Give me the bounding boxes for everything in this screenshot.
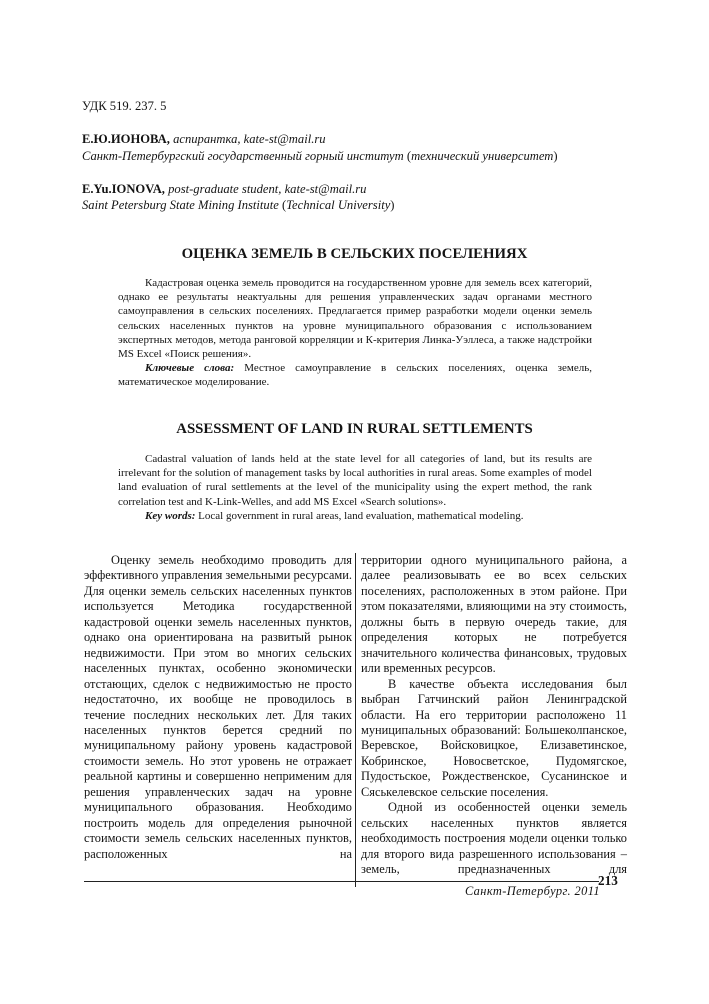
author-en-line <box>82 182 366 197</box>
body-left-paragraph: Оценку земель необходимо проводить для эффективного управления земельными ресурсами. Для оценки земель сельских населенных пунктов используется Методика государственной кадастровой оценки земель населенных пунктов, однако она ориентирована на развитый рынок недвижимости. При этом во многих сельских населенных пунктах, особенно экономически отстающих, сделок с недвижимостью не просто недостаточно, их вообще не проводилось в течение последних нескольких лет. Для таких населенных пунктов берется средний по муниципальному району уровень кадастровой стоимости земель. Но этот уровень не отражает реальной картины и совершенно неприменим для решения управленческих задач на уровне муниципального образования. Необходимо построить модель для определения рыночной стоимости земель сельских населенных пунктов, расположенных на <box>84 553 352 861</box>
body-right-column <box>361 553 627 878</box>
body-right-paragraph-3: Одной из особенностей оценки земель сельских населенных пунктов является необходимость построения модели оценки только для второго вида разрешенного использования – земель, предназначенных для <box>361 800 627 877</box>
footer-rule <box>84 881 599 882</box>
abstract-en-text: Cadastral valuation of lands held at the state level for all categories of land, but its results are irrelevant for the solution of management tasks by local authorities in rural areas. Some examples of model land evaluation of rural settlements at the level of the municipality using the expert method, the rank correlation test and K-Link-Welles, and add MS Excel «Search solutions». <box>118 453 592 508</box>
footer-journal: Санкт-Петербург. 2011 <box>464 884 600 898</box>
affiliation-en: Saint Petersburg State Mining Institute (Technical University) <box>82 198 395 212</box>
author-ru-line <box>82 132 326 147</box>
institution-ru-sub: технический университет <box>411 149 554 163</box>
affiliation-ru: Санкт-Петербургский государственный горный институт (технический университет) <box>82 149 558 163</box>
title-en: ASSESSMENT OF LAND IN RURAL SETTLEMENTS <box>176 421 533 437</box>
body-right-paragraph-2: В качестве объекта исследования был выбран Гатчинский район Ленинградской области. На его территории расположено 11 муниципальных образований: Большеколпанское, Веревское, Войсковицкое, Елизаветинское, Кобринское, Новосветское, Пудомягское, Пудостьское, Рождественское, Сусанинское и Сяськелевское сельские поселения. <box>361 676 627 799</box>
page-number: 213 <box>598 873 618 888</box>
keywords-ru <box>118 361 592 389</box>
institution-en-sub: Technical University <box>286 198 391 212</box>
column-divider <box>355 553 356 887</box>
author-ru-role: аспирантка, kate-st@mail.ru <box>169 132 326 146</box>
institution-en: Saint Petersburg State Mining Institute <box>82 198 279 212</box>
body-left-column <box>84 553 352 862</box>
abstract-en <box>118 452 592 523</box>
author-en-role: post-graduate student, kate-st@mail.ru <box>164 182 367 196</box>
keywords-ru-label: Ключевые слова: <box>145 362 235 375</box>
author-ru-name: Е.Ю.ИОНОВА, <box>82 132 170 146</box>
keywords-ru-text: Местное самоуправление в сельских поселениях, оценка земель, математическое моделирование. <box>118 362 592 389</box>
body-right-paragraph-1: территории одного муниципального района, а далее реализовывать ее во всех сельских поселениях, расположенных в этом районе. При этом показателями, влияющими на эту стоимость, должны быть в первую очередь такие, для определения которых не потребуется значительного количества финансовых, трудовых или временных ресурсов. <box>361 553 627 676</box>
institution-ru: Санкт-Петербургский государственный горный институт <box>82 149 404 163</box>
udc-code: УДК 519. 237. 5 <box>82 99 167 113</box>
keywords-en-label: Key words: <box>145 509 196 522</box>
abstract-ru <box>118 276 592 390</box>
abstract-ru-text: Кадастровая оценка земель проводится на государственном уровне для земель всех категорий, однако ее результаты неактуальны для решения управленческих задач органами местного самоуправления в сельских поселениях. Предлагается пример разработки модели оценки земель сельских населенных пунктов на уровне муниципального образования с использованием экспертных методов, метода ранговой корреляции и К-критерия Линка-Уэллеса, а также надстройки MS Excel «Поиск решения». <box>118 277 592 361</box>
keywords-en <box>118 509 592 523</box>
keywords-en-text: Local government in rural areas, land evaluation, mathematical modeling. <box>195 509 524 522</box>
author-en-name: E.Yu.IONOVA, <box>82 182 165 196</box>
title-ru: ОЦЕНКА ЗЕМЕЛЬ В СЕЛЬСКИХ ПОСЕЛЕНИЯХ <box>181 246 528 262</box>
